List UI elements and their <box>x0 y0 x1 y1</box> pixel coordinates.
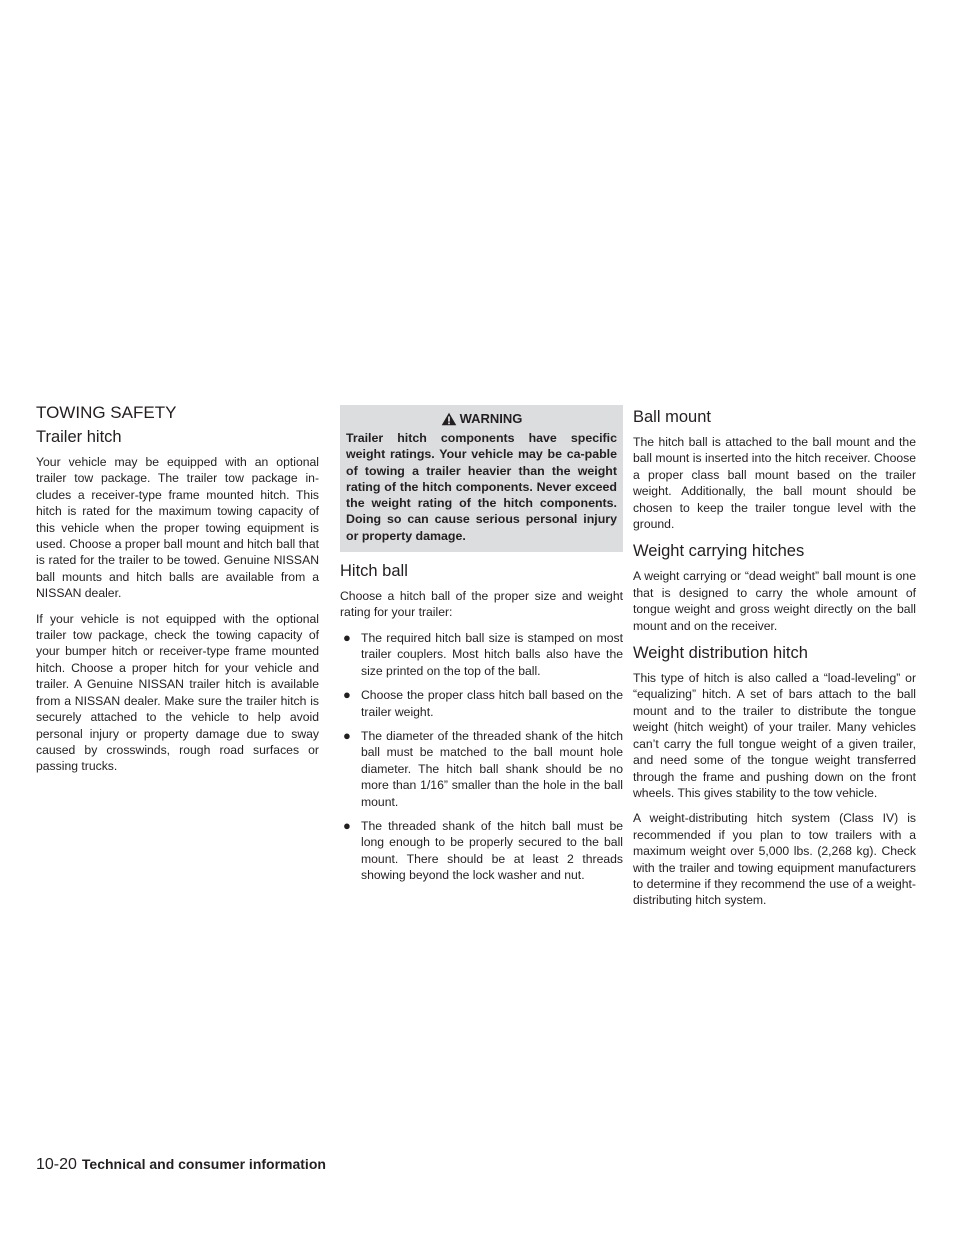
bullet-icon: ● <box>343 817 351 833</box>
warning-triangle-icon <box>441 412 457 426</box>
hitch-ball-list <box>340 630 623 884</box>
paragraph-weight-carrying: A weight carrying or “dead weight” ball mount is one that is designed to carry the whole amount of tongue weight and gross weight directly on the ball mount and on the receiver. <box>633 569 916 633</box>
page-footer <box>36 1156 326 1174</box>
column-middle <box>340 403 623 892</box>
warning-header <box>346 405 617 430</box>
heading-ball-mount: Ball mount <box>633 408 711 426</box>
list-item-text: The required hitch ball size is stamped on most trailer couplers. Most hitch balls also have the size printed on the top of the ball. <box>361 630 623 678</box>
list-item-text: The diameter of the threaded shank of the hitch ball must be matched to the ball mount hole diameter. The hitch ball shank should be no more than 1/16” smaller than the hole in the ball mount. <box>361 728 623 809</box>
warning-box <box>340 405 623 552</box>
section-title: TOWING SAFETY <box>36 403 177 422</box>
list-item-text: Choose the proper class hitch ball based on the trailer weight. <box>361 688 623 719</box>
list-item <box>340 818 623 884</box>
paragraph-trailer-hitch-1: Your vehicle may be equipped with an optional trailer tow package. The trailer tow package in-cludes a receiver-type frame mounted hitch. This hitch is rated for the maximum towing capacity of this vehicle when the proper towing equipment is used. Choose a proper ball mount and hitch ball that is rated for the trailer to be towed. Genuine NISSAN ball mounts and hitch balls are available from a NISSAN dealer. <box>36 455 319 601</box>
column-left <box>36 403 319 784</box>
list-item-text: The threaded shank of the hitch ball must be long enough to be properly secured to the ball mount. There should be at least 2 threads showing beyond the lock washer and nut. <box>361 818 623 883</box>
bullet-icon: ● <box>343 687 351 703</box>
heading-trailer-hitch: Trailer hitch <box>36 428 122 446</box>
paragraph-hitch-ball-intro: Choose a hitch ball of the proper size and weight rating for your trailer: <box>340 589 623 620</box>
paragraph-ball-mount: The hitch ball is attached to the ball mount and the ball mount is inserted into the hitch receiver. Choose a proper class ball mount based on the trailer weight. Additionally, the ball mount should be chosen to keep the trailer tongue level with the ground. <box>633 435 916 532</box>
warning-title: WARNING <box>459 411 523 426</box>
list-item <box>340 687 623 720</box>
list-item <box>340 630 623 679</box>
paragraph-trailer-hitch-2: If your vehicle is not equipped with the optional trailer tow package, check the towing capacity of your bumper hitch or receiver-type frame mounted hitch. Choose a proper hitch for your vehicle and trailer. A Genuine NISSAN trailer hitch is available from a NISSAN dealer. Make sure the trailer hitch is securely attached to the vehicle to help avoid personal injury or property damage due to sway caused by crosswinds, rough road surfaces or passing trucks. <box>36 611 319 774</box>
bullet-icon: ● <box>343 727 351 743</box>
heading-weight-distribution: Weight distribution hitch <box>633 644 808 663</box>
chapter-title: Technical and consumer information <box>81 1156 326 1172</box>
list-item <box>340 728 623 810</box>
paragraph-weight-distribution-1: This type of hitch is also called a “load-leveling” or “equalizing” hitch. A set of bars attach to the ball mount and to the trailer to distribute the tongue weight (hitch weight) of your trailer. Many vehicles can’t carry the full tongue weight of a given trailer, and need some of the tongue weight transferred through the frame and pushing down on the front wheels. This gives stability to the tow vehicle. <box>633 671 916 800</box>
heading-weight-carrying: Weight carrying hitches <box>633 542 805 561</box>
paragraph-weight-distribution-2: A weight-distributing hitch system (Class IV) is recommended if you plan to tow trailers with a maximum weight over 5,000 lbs. (2,268 kg). Check with the trailer and towing equipment manufacturers to determine if they recommend the use of a weight-distributing hitch system. <box>633 811 916 908</box>
warning-text: Trailer hitch components have specific weight ratings. Your vehicle may be ca-pable of towing a trailer heavier than the weight rating of the hitch components. Never exceed the weight rating of the hitch components. Doing so can cause serious personal injury or property damage. <box>346 431 617 543</box>
column-right <box>633 403 916 918</box>
page-number: 10-20 <box>36 1156 77 1173</box>
heading-hitch-ball: Hitch ball <box>340 562 408 581</box>
bullet-icon: ● <box>343 629 351 645</box>
